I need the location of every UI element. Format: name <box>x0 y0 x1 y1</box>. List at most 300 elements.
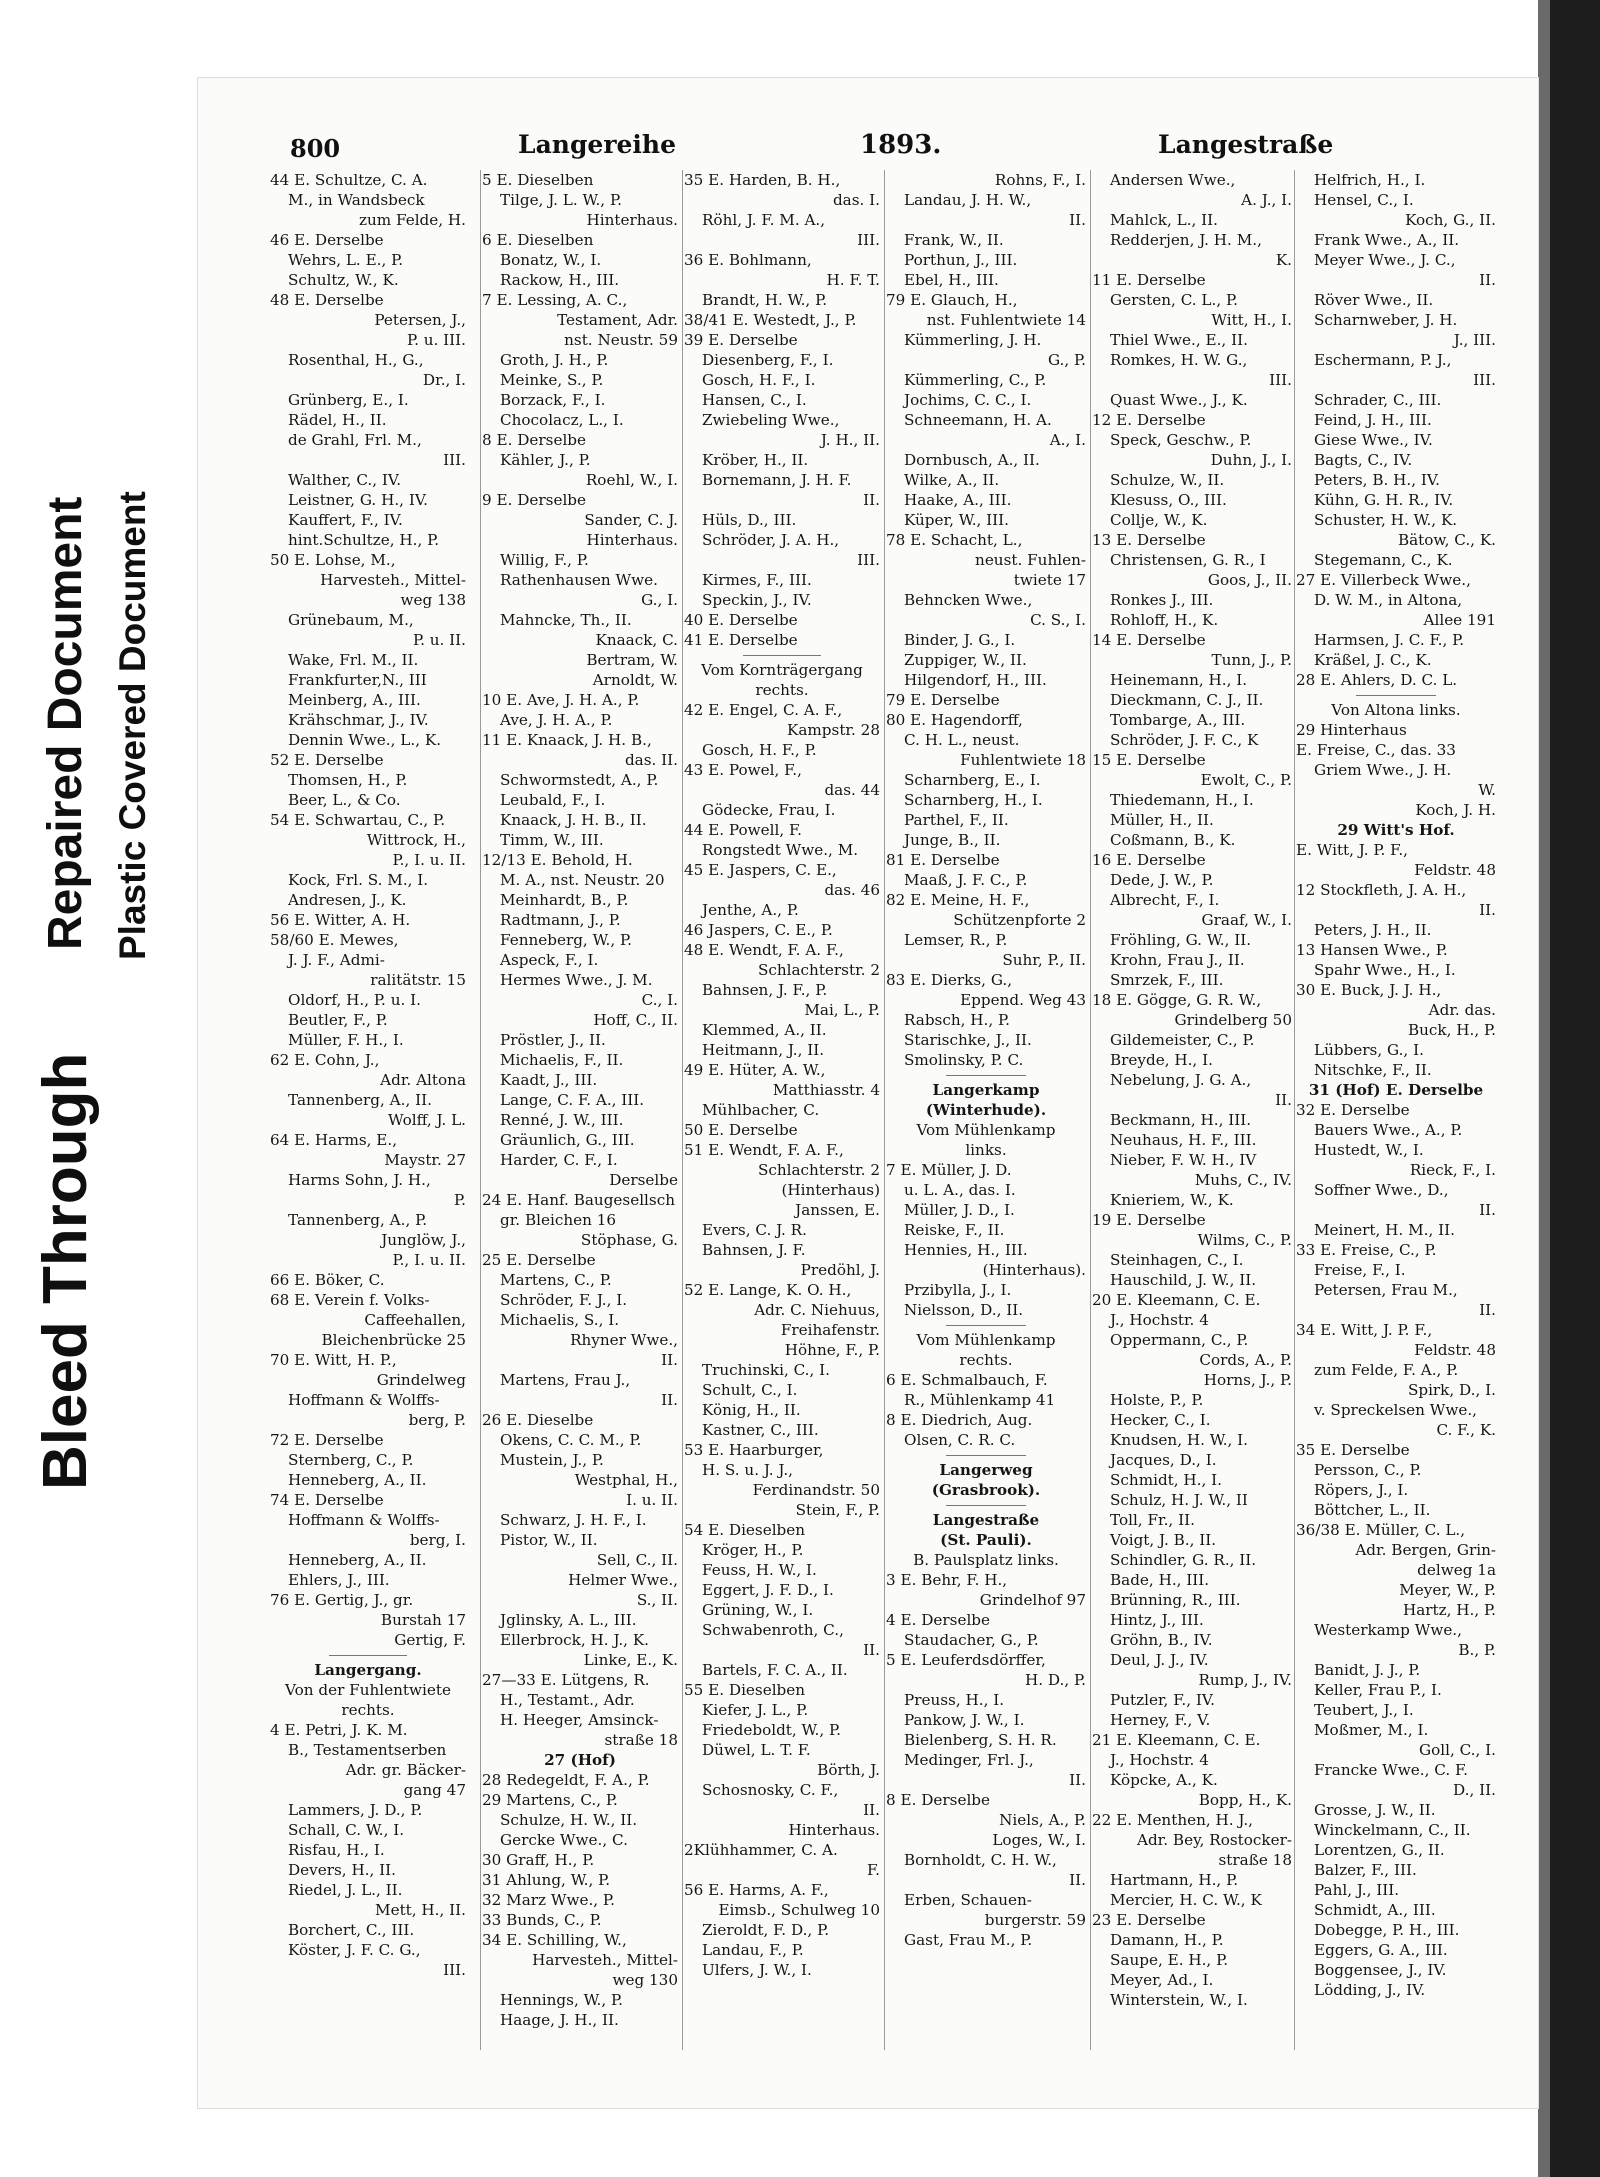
directory-entry: Helfrich, H., I. <box>1314 171 1426 189</box>
directory-entry: Eimsb., Schulweg 10 <box>718 1901 880 1919</box>
directory-entry: Niels, A., P. <box>999 1811 1086 1829</box>
directory-entry: Meinhardt, B., P. <box>500 891 629 909</box>
directory-entry: Oppermann, C., P. <box>1110 1331 1249 1349</box>
directory-entry: Höhne, F., P. <box>784 1341 880 1359</box>
directory-entry: 62 E. Cohn, J., <box>270 1051 380 1069</box>
directory-entry: 8 E. Derselbe <box>886 1791 991 1809</box>
directory-entry: Harder, C. F., I. <box>500 1151 618 1169</box>
directory-entry: das. 44 <box>824 781 880 799</box>
directory-entry: 54 E. Dieselben <box>684 1521 806 1539</box>
directory-entry: 56 E. Witter, A. H. <box>270 911 411 929</box>
directory-entry: 46 E. Derselbe <box>270 231 384 249</box>
directory-entry: 79 E. Glauch, H., <box>886 291 1018 309</box>
directory-entry: Willig, F., P. <box>500 551 589 569</box>
directory-column-5 <box>1092 170 1292 2010</box>
directory-entry: Köster, J. F. C. G., <box>288 1941 421 1959</box>
directory-entry: Ebel, H., III. <box>904 271 999 289</box>
directory-entry: Risfau, H., I. <box>288 1841 385 1859</box>
directory-entry: Gercke Wwe., C. <box>500 1831 628 1849</box>
directory-entry: Thiel Wwe., E., II. <box>1110 331 1248 349</box>
directory-entry: Janssen, E. <box>795 1201 880 1219</box>
directory-entry: II. <box>1479 1301 1496 1319</box>
directory-entry: Hustedt, W., I. <box>1314 1141 1424 1159</box>
directory-entry: 13 E. Derselbe <box>1092 531 1206 549</box>
directory-entry: Hermes Wwe., J. M. <box>500 971 653 989</box>
directory-entry: Harmsen, J. C. F., P. <box>1314 631 1465 649</box>
directory-entry: Redderjen, J. H. M., <box>1110 231 1262 249</box>
section-separator <box>886 1450 1086 1460</box>
directory-entry: 49 E. Hüter, A. W., <box>684 1061 826 1079</box>
directory-entry: straße 18 <box>1218 1851 1292 1869</box>
directory-entry: Bätow, C., K. <box>1397 531 1496 549</box>
directory-entry: 13 Hansen Wwe., P. <box>1296 941 1448 959</box>
directory-entry: Henneberg, A., II. <box>288 1471 427 1489</box>
directory-entry: 54 E. Schwartau, C., P. <box>270 811 446 829</box>
directory-entry: Meinert, H. M., II. <box>1314 1221 1455 1239</box>
directory-entry: Schindler, G. R., II. <box>1110 1551 1257 1569</box>
directory-entry: Grindelberg 50 <box>1174 1011 1292 1029</box>
directory-column-1 <box>270 170 466 1980</box>
directory-entry: Goos, J., II. <box>1207 571 1292 589</box>
directory-entry: Romkes, H. W. G., <box>1110 351 1248 369</box>
directory-entry: Andresen, J., K. <box>288 891 407 909</box>
directory-entry: Winterstein, W., I. <box>1110 1991 1248 2009</box>
directory-entry: Rackow, H., III. <box>500 271 620 289</box>
directory-entry: 32 E. Derselbe <box>1296 1101 1410 1119</box>
directory-entry: Renné, J. W., III. <box>500 1111 624 1129</box>
directory-entry: Loges, W., I. <box>992 1831 1086 1849</box>
directory-entry: Mercier, H. C. W., K <box>1110 1891 1262 1909</box>
directory-entry: Hensel, C., I. <box>1314 191 1414 209</box>
directory-entry: Ave, J. H. A., P. <box>500 711 613 729</box>
directory-entry: Voigt, J. B., II. <box>1110 1531 1217 1549</box>
directory-entry: Mai, L., P. <box>804 1001 880 1019</box>
directory-entry: Diesenberg, F., I. <box>702 351 834 369</box>
directory-entry: II. <box>1479 901 1496 919</box>
directory-entry: Derselbe <box>609 1171 678 1189</box>
directory-entry: Gast, Frau M., P. <box>904 1931 1033 1949</box>
directory-entry: Grünebaum, M., <box>288 611 414 629</box>
directory-entry: Gosch, H. F., I. <box>702 371 816 389</box>
directory-entry: Bornemann, J. H. F. <box>702 471 852 489</box>
bleed-through-label: Bleed Through <box>31 1052 100 1490</box>
directory-entry: Hoffmann & Wolffs- <box>288 1511 440 1529</box>
directory-entry: Schulze, H. W., II. <box>500 1811 638 1829</box>
directory-entry: Schwarz, J. H. F., I. <box>500 1511 647 1529</box>
directory-entry: Meinke, S., P. <box>500 371 604 389</box>
directory-entry: 35 E. Derselbe <box>1296 1441 1410 1459</box>
directory-entry: Przibylla, J., I. <box>904 1281 1012 1299</box>
directory-entry: Heinemann, H., I. <box>1110 671 1248 689</box>
directory-entry: Grosse, J. W., II. <box>1314 1801 1436 1819</box>
directory-entry: Roehl, W., I. <box>585 471 678 489</box>
directory-entry: (Grasbrook). <box>931 1481 1041 1499</box>
directory-entry: P., I. u. II. <box>392 851 466 869</box>
directory-entry: Wehrs, L. E., P. <box>288 251 404 269</box>
directory-entry: Sternberg, C., P. <box>288 1451 414 1469</box>
directory-entry: Deul, J. J., IV. <box>1110 1651 1209 1669</box>
directory-entry: 28 Redegeldt, F. A., P. <box>482 1771 650 1789</box>
directory-entry: 38/41 E. Westedt, J., P. <box>684 311 857 329</box>
directory-entry: Hecker, C., I. <box>1110 1411 1211 1429</box>
directory-entry: Suhr, P., II. <box>1002 951 1086 969</box>
directory-entry: Bertram, W. <box>586 651 678 669</box>
directory-entry: zum Felde, H. <box>358 211 466 229</box>
directory-entry: 68 E. Verein f. Volks- <box>270 1291 430 1309</box>
directory-entry: Knaack, C. <box>595 631 678 649</box>
directory-entry: Schneemann, H. A. <box>904 411 1052 429</box>
directory-entry: Bahnsen, J. F. <box>702 1241 806 1259</box>
directory-entry: Scharnweber, J. H. <box>1314 311 1458 329</box>
directory-entry: Borchert, C., III. <box>288 1921 415 1939</box>
directory-entry: II. <box>1069 1871 1086 1889</box>
directory-entry: 50 E. Derselbe <box>684 1121 798 1139</box>
directory-entry: Rieck, F., I. <box>1409 1161 1496 1179</box>
directory-entry: Aspeck, F., I. <box>500 951 599 969</box>
directory-entry: P. <box>454 1191 466 1209</box>
directory-entry: III. <box>1269 371 1292 389</box>
directory-entry: Lödding, J., IV. <box>1314 1981 1426 1999</box>
directory-entry: Rohns, F., I. <box>994 171 1086 189</box>
directory-entry: 34 E. Schilling, W., <box>482 1931 627 1949</box>
directory-entry: Muhs, C., IV. <box>1194 1171 1292 1189</box>
directory-entry: 51 E. Wendt, F. A. F., <box>684 1141 844 1159</box>
directory-entry: 40 E. Derselbe <box>684 611 798 629</box>
directory-entry: Hüls, D., III. <box>702 511 797 529</box>
directory-entry: II. <box>863 1801 880 1819</box>
directory-entry: Von Altona links. <box>1331 701 1461 719</box>
directory-entry: Martens, Frau J., <box>500 1371 631 1389</box>
directory-entry: Timm, W., III. <box>500 831 604 849</box>
directory-entry: 36 E. Bohlmann, <box>684 251 812 269</box>
directory-entry: 3 E. Behr, F. H., <box>886 1571 1008 1589</box>
right-running-title: Langestraße <box>1158 130 1334 159</box>
directory-entry: 33 E. Freise, C., P. <box>1296 1241 1437 1259</box>
directory-entry: Börth, J. <box>817 1761 880 1779</box>
directory-entry: Maaß, J. F. C., P. <box>904 871 1028 889</box>
directory-entry: Kauffert, F., IV. <box>288 511 403 529</box>
directory-entry: 21 E. Kleemann, C. E. <box>1092 1731 1261 1749</box>
directory-entry: Spahr Wwe., H., I. <box>1314 961 1456 979</box>
directory-entry: Stein, F., P. <box>795 1501 880 1519</box>
directory-entry: 18 E. Gögge, G. R. W., <box>1092 991 1262 1009</box>
directory-entry: 12/13 E. Behold, H. <box>482 851 633 869</box>
directory-entry: 12 E. Derselbe <box>1092 411 1206 429</box>
directory-entry: A., I. <box>1049 431 1086 449</box>
directory-entry: Dr., I. <box>422 371 466 389</box>
directory-entry: Nieber, F. W. H., IV <box>1110 1151 1257 1169</box>
directory-entry: Caffeehallen, <box>364 1311 466 1329</box>
directory-entry: G., P. <box>1047 351 1086 369</box>
directory-entry: 45 E. Jaspers, C. E., <box>684 861 837 879</box>
directory-entry: P. u. III. <box>406 331 466 349</box>
directory-entry: 50 E. Lohse, M., <box>270 551 396 569</box>
directory-entry: delweg 1a <box>1417 1561 1496 1579</box>
directory-entry: Zieroldt, F. D., P. <box>702 1921 830 1939</box>
directory-entry: Collje, W., K. <box>1110 511 1208 529</box>
directory-entry: Krähschmar, J., IV. <box>288 711 429 729</box>
directory-entry: Hennings, W., P. <box>500 1991 624 2009</box>
page-number: 800 <box>290 134 341 163</box>
directory-entry: Speck, Geschw., P. <box>1110 431 1252 449</box>
directory-entry: Harvesteh., Mittel- <box>532 1951 678 1969</box>
directory-entry: Predöhl, J. <box>800 1261 880 1279</box>
directory-entry: Kröger, H., P. <box>702 1541 804 1559</box>
directory-entry: Helmer Wwe., <box>568 1571 678 1589</box>
directory-entry: Sander, C. J. <box>584 511 678 529</box>
directory-entry: Eggert, J. F. D., I. <box>702 1581 834 1599</box>
directory-entry: 27—33 E. Lütgens, R. <box>482 1671 650 1689</box>
directory-entry: W. <box>1478 781 1496 799</box>
directory-entry: Schall, C. W., I. <box>288 1821 405 1839</box>
directory-entry: Eschermann, P. J., <box>1314 351 1452 369</box>
directory-entry: berg, P. <box>408 1411 466 1429</box>
directory-entry: Medinger, Frl. J., <box>904 1751 1034 1769</box>
directory-entry: Parthel, F., II. <box>904 811 1009 829</box>
directory-entry: Gildemeister, C., P. <box>1110 1031 1255 1049</box>
directory-entry: Smrzek, F., III. <box>1110 971 1224 989</box>
directory-entry: R., Mühlenkamp 41 <box>904 1391 1056 1409</box>
directory-entry: Mustein, J., P. <box>500 1451 604 1469</box>
directory-entry: Duhn, J., I. <box>1210 451 1292 469</box>
directory-entry: Erben, Schauen- <box>904 1891 1032 1909</box>
directory-entry: 79 E. Derselbe <box>886 691 1000 709</box>
directory-entry: Peters, B. H., IV. <box>1314 471 1441 489</box>
directory-entry: 39 E. Derselbe <box>684 331 798 349</box>
directory-entry: F. <box>867 1861 880 1879</box>
directory-entry: Linke, E., K. <box>583 1651 678 1669</box>
directory-entry: Kaadt, J., III. <box>500 1071 598 1089</box>
directory-entry: Maystr. 27 <box>384 1151 466 1169</box>
section-separator <box>684 650 880 660</box>
directory-entry: Sell, C., II. <box>596 1551 678 1569</box>
directory-entry: 28 E. Ahlers, D. C. L. <box>1296 671 1458 689</box>
directory-entry: Putzler, F., IV. <box>1110 1691 1215 1709</box>
directory-entry: 29 Martens, C., P. <box>482 1791 618 1809</box>
directory-entry: H. Heeger, Amsinck- <box>500 1711 659 1729</box>
directory-entry: Bartels, F. C. A., II. <box>702 1661 848 1679</box>
directory-entry: 11 E. Derselbe <box>1092 271 1206 289</box>
directory-entry: Kiefer, J. L., P. <box>702 1701 809 1719</box>
directory-entry: Pistor, W., II. <box>500 1531 598 1549</box>
directory-entry: Mett, H., II. <box>375 1901 466 1919</box>
directory-entry: Koch, G., II. <box>1405 211 1496 229</box>
directory-entry: Bonatz, W., I. <box>500 251 602 269</box>
directory-entry: neust. Fuhlen- <box>975 551 1086 569</box>
directory-entry: Harms Sohn, J. H., <box>288 1171 431 1189</box>
directory-entry: gr. Bleichen 16 <box>500 1211 617 1229</box>
directory-entry: Soffner Wwe., D., <box>1314 1181 1449 1199</box>
directory-entry: Stegemann, C., K. <box>1314 551 1453 569</box>
directory-entry: 7 E. Müller, J. D. <box>886 1161 1012 1179</box>
directory-entry: Feuss, H. W., I. <box>702 1561 817 1579</box>
directory-entry: Gertig, F. <box>394 1631 466 1649</box>
section-separator <box>886 1070 1086 1080</box>
directory-entry: 31 Ahlung, W., P. <box>482 1871 611 1889</box>
directory-entry: König, H., II. <box>702 1401 801 1419</box>
directory-entry: das. 46 <box>824 881 880 899</box>
directory-entry: 30 Graff, H., P. <box>482 1851 595 1869</box>
directory-entry: Dobegge, P. H., III. <box>1314 1921 1460 1939</box>
directory-entry: Düwel, L. T. F. <box>702 1741 811 1759</box>
directory-entry: P., I. u. II. <box>392 1251 466 1269</box>
directory-entry: links. <box>965 1141 1007 1159</box>
directory-entry: Hansen, C., I. <box>702 391 807 409</box>
directory-entry: Kähler, J., P. <box>500 451 591 469</box>
directory-entry: Schwormstedt, A., P. <box>500 771 659 789</box>
directory-entry: II. <box>863 491 880 509</box>
directory-entry: 52 E. Derselbe <box>270 751 384 769</box>
directory-entry: 42 E. Engel, C. A. F., <box>684 701 843 719</box>
directory-entry: Kröber, H., II. <box>702 451 809 469</box>
directory-entry: Hoff, C., II. <box>593 1011 678 1029</box>
directory-entry: Feind, J. H., III. <box>1314 411 1432 429</box>
directory-entry: Spirk, D., I. <box>1407 1381 1496 1399</box>
directory-entry: P. u. II. <box>412 631 466 649</box>
directory-entry: Scharnberg, H., I. <box>904 791 1043 809</box>
directory-entry: Jglinsky, A. L., III. <box>500 1611 637 1629</box>
directory-entry: 4 E. Derselbe <box>886 1611 991 1629</box>
directory-entry: nst. Neustr. 59 <box>564 331 678 349</box>
directory-entry: Schrader, C., III. <box>1314 391 1442 409</box>
directory-entry: Meyer Wwe., J. C., <box>1314 251 1456 269</box>
directory-entry: (Hinterhaus). <box>982 1261 1086 1279</box>
directory-entry: C., I. <box>641 991 678 1009</box>
directory-entry: Persson, C., P. <box>1314 1461 1422 1479</box>
directory-entry: 72 E. Derselbe <box>270 1431 384 1449</box>
directory-entry: J., Hochstr. 4 <box>1110 1311 1209 1329</box>
directory-entry: Borzack, F., I. <box>500 391 606 409</box>
directory-entry: Schmidt, A., III. <box>1314 1901 1436 1919</box>
directory-entry: Grünberg, E., I. <box>288 391 409 409</box>
directory-entry: 6 E. Schmalbauch, F. <box>886 1371 1048 1389</box>
directory-entry: Coßmann, B., K. <box>1110 831 1236 849</box>
directory-entry: Wolff, J. L. <box>388 1111 466 1129</box>
directory-entry: Rhyner Wwe., <box>570 1331 678 1349</box>
directory-entry: Hoffmann & Wolffs- <box>288 1391 440 1409</box>
directory-entry: Tannenberg, A., P. <box>288 1211 428 1229</box>
directory-entry: 48 E. Derselbe <box>270 291 384 309</box>
directory-entry: B. Paulsplatz links. <box>913 1551 1059 1569</box>
directory-entry: 53 E. Haarburger, <box>684 1441 824 1459</box>
directory-entry: Holste, P., P. <box>1110 1391 1204 1409</box>
directory-entry: Breyde, H., I. <box>1110 1051 1213 1069</box>
directory-entry: Dieckmann, C. J., II. <box>1110 691 1264 709</box>
directory-entry: II. <box>1069 211 1086 229</box>
directory-entry: Adr. gr. Bäcker- <box>345 1761 466 1779</box>
directory-entry: hint.Schultze, H., P. <box>288 531 440 549</box>
directory-entry: D., II. <box>1453 1781 1496 1799</box>
directory-entry: 8 E. Derselbe <box>482 431 587 449</box>
directory-entry: Groth, J. H., P. <box>500 351 609 369</box>
directory-entry: Burstah 17 <box>380 1611 466 1629</box>
directory-entry: Schosnosky, C. F., <box>702 1781 839 1799</box>
directory-entry: Walther, C., IV. <box>288 471 402 489</box>
directory-entry: Fuhlentwiete 18 <box>960 751 1086 769</box>
directory-entry: Jochims, C. C., I. <box>904 391 1032 409</box>
directory-entry: Dede, J. W., P. <box>1110 871 1214 889</box>
directory-entry: Teubert, J., I. <box>1314 1701 1414 1719</box>
directory-entry: Kümmerling, J. H. <box>904 331 1042 349</box>
directory-entry: Adr. Bey, Rostocker- <box>1136 1831 1292 1849</box>
directory-entry: Saupe, E. H., P. <box>1110 1951 1229 1969</box>
directory-entry: Quast Wwe., J., K. <box>1110 391 1248 409</box>
directory-entry: 66 E. Böker, C. <box>270 1271 385 1289</box>
directory-entry: II. <box>1479 1201 1496 1219</box>
directory-entry: III. <box>857 551 880 569</box>
directory-entry: Hennies, H., III. <box>904 1241 1028 1259</box>
directory-entry: Ferdinandstr. 50 <box>752 1481 880 1499</box>
directory-entry: Knaack, J. H. B., II. <box>500 811 647 829</box>
directory-entry: Schützenpforte 2 <box>953 911 1086 929</box>
directory-entry: 81 E. Derselbe <box>886 851 1000 869</box>
directory-entry: Rongstedt Wwe., M. <box>702 841 859 859</box>
directory-entry: Truchinski, C., I. <box>702 1361 830 1379</box>
directory-entry: Christensen, G. R., I <box>1110 551 1266 569</box>
directory-entry: 5 E. Leuferdsdörffer, <box>886 1651 1046 1669</box>
directory-entry: 58/60 E. Mewes, <box>270 931 399 949</box>
directory-entry: Riedel, J. L., II. <box>288 1881 403 1899</box>
section-separator <box>886 1500 1086 1510</box>
directory-entry: Nebelung, J. G. A., <box>1110 1071 1252 1089</box>
directory-entry: Pahl, J., III. <box>1314 1881 1400 1899</box>
directory-entry: Neuhaus, H. F., III. <box>1110 1131 1257 1149</box>
directory-entry: E. Freise, C., das. 33 <box>1296 741 1456 759</box>
directory-entry: Hauschild, J. W., II. <box>1110 1271 1257 1289</box>
directory-entry: Buck, H., P. <box>1407 1021 1496 1039</box>
scanner-border <box>1550 0 1600 2177</box>
directory-entry: Cords, A., P. <box>1199 1351 1292 1369</box>
directory-entry: A. J., I. <box>1241 191 1292 209</box>
directory-entry: Eppend. Weg 43 <box>960 991 1086 1009</box>
section-separator <box>886 1320 1086 1330</box>
directory-entry: 12 Stockfleth, J. A. H., <box>1296 881 1467 899</box>
directory-entry: Tannenberg, A., II. <box>288 1091 432 1109</box>
directory-entry: Banidt, J. J., P. <box>1314 1661 1421 1679</box>
directory-entry: Von der Fuhlentwiete <box>285 1681 451 1699</box>
directory-entry: Martens, C., P. <box>500 1271 612 1289</box>
directory-entry: Küper, W., III. <box>904 511 1010 529</box>
directory-entry: 27 E. Villerbeck Wwe., <box>1296 571 1471 589</box>
directory-entry: Adr. Bergen, Grin- <box>1355 1541 1496 1559</box>
directory-entry: Chocolacz, L., I. <box>500 411 624 429</box>
directory-entry: weg 130 <box>612 1971 678 1989</box>
directory-entry: rechts. <box>341 1701 395 1719</box>
directory-entry: III. <box>857 231 880 249</box>
directory-entry: 41 E. Derselbe <box>684 631 798 649</box>
directory-entry: Lorentzen, G., II. <box>1314 1841 1445 1859</box>
directory-entry: Grüning, W., I. <box>702 1601 814 1619</box>
directory-entry: Gosch, H. F., P. <box>702 741 817 759</box>
directory-entry: Michaelis, F., II. <box>500 1051 624 1069</box>
directory-column-6 <box>1296 170 1496 2000</box>
directory-entry: Goll, C., I. <box>1418 1741 1496 1759</box>
directory-entry: Landau, J. H. W., <box>904 191 1032 209</box>
directory-entry: u. L. A., das. I. <box>904 1181 1016 1199</box>
directory-entry: Schröder, J. A. H., <box>702 531 840 549</box>
left-running-title: Langereihe <box>518 130 676 159</box>
directory-column-2 <box>482 170 678 2030</box>
directory-entry: Schuster, H. W., K. <box>1314 511 1458 529</box>
directory-entry: (Hinterhaus) <box>781 1181 880 1199</box>
directory-entry: Schlachterstr. 2 <box>757 961 880 979</box>
directory-page <box>198 78 1538 2108</box>
directory-entry: H. F. T. <box>826 271 880 289</box>
directory-entry: Oldorf, H., P. u. I. <box>288 991 421 1009</box>
directory-entry: twiete 17 <box>1013 571 1086 589</box>
directory-entry: Devers, H., II. <box>288 1861 396 1879</box>
directory-entry: Krohn, Frau J., II. <box>1110 951 1245 969</box>
